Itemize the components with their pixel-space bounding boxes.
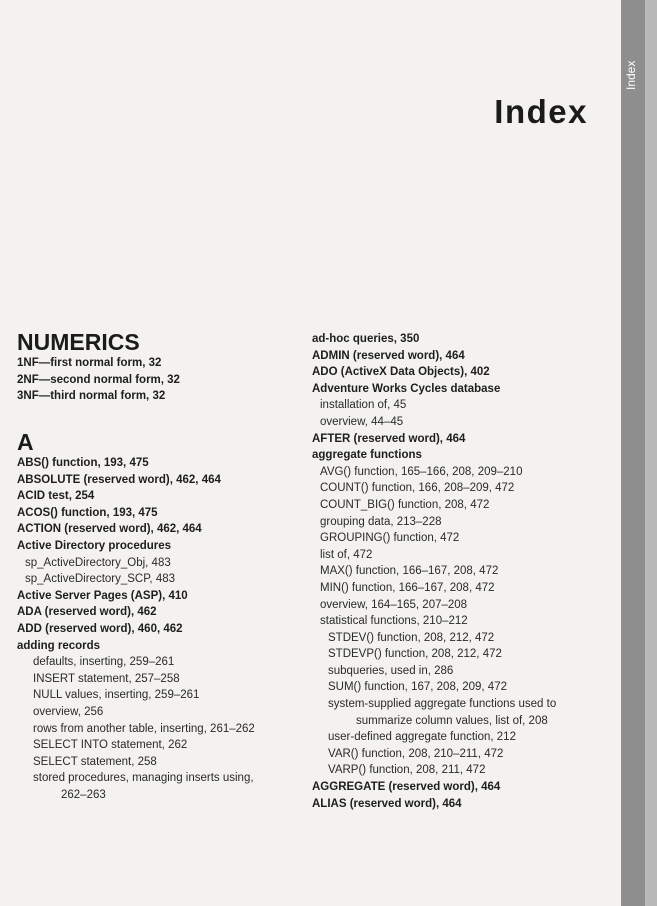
index-subentry: stored procedures, managing inserts using, <box>33 772 254 785</box>
index-entry: ACID test, 254 <box>17 490 95 503</box>
a-entries-left <box>17 455 255 803</box>
index-entry: ALIAS (reserved word), 464 <box>312 797 462 810</box>
index-subentry: VARP() function, 208, 211, 472 <box>328 764 486 777</box>
index-subentry: system-supplied aggregate functions used to <box>328 698 557 711</box>
index-subentry: INSERT statement, 257–258 <box>33 672 180 685</box>
index-entry: ACOS() function, 193, 475 <box>17 506 158 519</box>
index-entry: 2NF—second normal form, 32 <box>17 373 180 386</box>
section-heading-numerics: NUMERICS <box>17 329 140 355</box>
index-subentry: rows from another table, inserting, 261–262 <box>33 722 255 735</box>
index-subentry: statistical functions, 210–212 <box>320 615 468 628</box>
index-subentry: GROUPING() function, 472 <box>320 532 460 545</box>
index-entry: ABS() function, 193, 475 <box>17 457 149 469</box>
index-subentry: subqueries, used in, 286 <box>328 664 454 677</box>
index-entry: aggregate functions <box>312 449 422 462</box>
index-subentry: STDEV() function, 208, 212, 472 <box>328 631 495 644</box>
side-tab-label: Index <box>624 60 638 90</box>
index-subentry: SUM() function, 167, 208, 209, 472 <box>328 681 507 694</box>
index-entry: ADA (reserved word), 462 <box>17 606 157 619</box>
index-entry: adding records <box>17 639 101 652</box>
index-subentry: sp_ActiveDirectory_SCP, 483 <box>25 573 175 586</box>
index-subentry: sp_ActiveDirectory_Obj, 483 <box>25 556 171 569</box>
index-subentry: COUNT() function, 166, 208–209, 472 <box>320 482 515 495</box>
index-entry: Active Directory procedures <box>17 539 172 552</box>
index-entry: AGGREGATE (reserved word), 464 <box>312 781 501 794</box>
index-subentry: grouping data, 213–228 <box>320 515 442 528</box>
index-subentry: MIN() function, 166–167, 208, 472 <box>320 581 495 594</box>
index-entry: ad-hoc queries, 350 <box>312 333 420 345</box>
index-subentry: NULL values, inserting, 259–261 <box>33 689 200 702</box>
index-entry: AFTER (reserved word), 464 <box>312 432 466 445</box>
section-heading-a: A <box>17 429 34 455</box>
index-subentry-continuation: summarize column values, list of, 208 <box>356 714 548 727</box>
index-subentry: SELECT statement, 258 <box>33 755 157 768</box>
index-entry: 1NF—first normal form, 32 <box>17 357 162 369</box>
index-subentry-continuation: 262–263 <box>61 788 106 801</box>
index-entry: ACTION (reserved word), 462, 464 <box>17 523 202 536</box>
index-entry: 3NF—third normal form, 32 <box>17 390 166 403</box>
index-subentry: user-defined aggregate function, 212 <box>328 731 516 744</box>
index-entry: ABSOLUTE (reserved word), 462, 464 <box>17 473 221 486</box>
index-subentry: list of, 472 <box>320 548 373 561</box>
index-entry: ADMIN (reserved word), 464 <box>312 349 465 362</box>
index-subentry: STDEVP() function, 208, 212, 472 <box>328 648 502 661</box>
index-subentry: overview, 164–165, 207–208 <box>320 598 468 611</box>
page-title: Index <box>494 93 588 130</box>
a-entries-right <box>312 331 556 812</box>
numerics-entries <box>17 355 180 405</box>
index-entry: ADO (ActiveX Data Objects), 402 <box>312 366 490 379</box>
index-subentry: AVG() function, 165–166, 208, 209–210 <box>320 465 523 478</box>
index-entry: Adventure Works Cycles database <box>312 382 501 395</box>
index-subentry: VAR() function, 208, 210–211, 472 <box>328 747 504 760</box>
index-subentry: defaults, inserting, 259–261 <box>33 656 175 669</box>
index-subentry: installation of, 45 <box>320 399 407 412</box>
index-subentry: overview, 256 <box>33 705 104 718</box>
index-subentry: SELECT INTO statement, 262 <box>33 739 188 752</box>
index-subentry: overview, 44–45 <box>320 415 404 428</box>
index-entry: Active Server Pages (ASP), 410 <box>17 589 188 602</box>
index-subentry: COUNT_BIG() function, 208, 472 <box>320 498 490 511</box>
index-subentry: MAX() function, 166–167, 208, 472 <box>320 565 499 578</box>
index-entry: ADD (reserved word), 460, 462 <box>17 622 183 635</box>
page-edge <box>645 0 657 906</box>
